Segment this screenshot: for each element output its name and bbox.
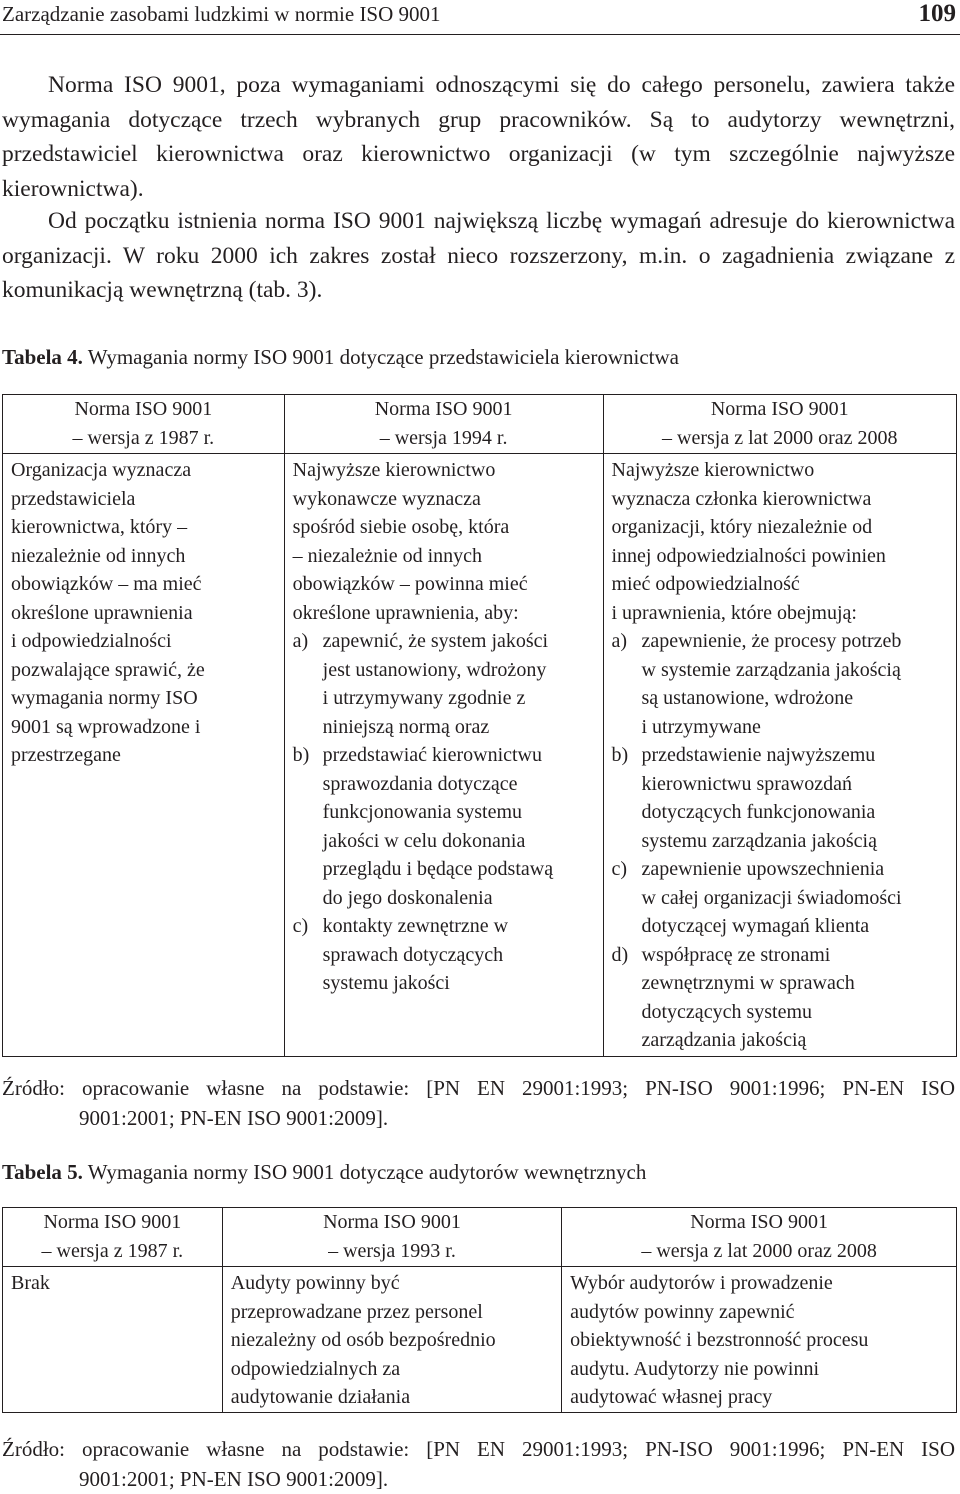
cell-line: Brak	[11, 1272, 50, 1294]
cell-line: – niezależnie od innych	[292, 544, 483, 567]
cell-line: audytu. Audytorzy nie powinni	[570, 1357, 820, 1380]
cell-line: określone uprawnienia, aby:	[292, 601, 519, 624]
cell-line: zarządzania jakością	[641, 1029, 807, 1051]
page-number: 109	[918, 0, 956, 27]
header-line: – wersja z 1987 r.	[72, 426, 215, 449]
table4-caption-label: Tabela 4.	[2, 345, 83, 369]
cell-line: Audyty powinny być	[230, 1272, 400, 1294]
cell-line: pozwalające sprawić, że	[11, 658, 205, 681]
cell-line: funkcjonowania systemu	[322, 801, 523, 823]
cell-line: niezależny od osób bezpośrednio	[230, 1329, 496, 1351]
header-line: Norma ISO 9001	[323, 1211, 461, 1233]
cell-line: są ustanowione, wdrożone	[641, 687, 854, 709]
cell-line: organizacji, który niezależnie od	[611, 516, 873, 538]
cell-line: systemu jakości	[322, 972, 450, 994]
cell-line: Wybór audytorów i prowadzenie	[570, 1272, 833, 1294]
cell-line: niezależnie od innych	[11, 544, 186, 567]
cell-line: niniejszą normą oraz	[322, 715, 490, 738]
cell-line: jest ustanowiony, wdrożony	[322, 658, 547, 681]
cell-line: dotyczącej wymagań klienta	[641, 915, 870, 937]
cell-line: wymagania normy ISO	[11, 687, 198, 709]
table5-caption-text: Wymagania normy ISO 9001 dotyczące audytorów wewnętrznych	[82, 1160, 647, 1184]
cell-line: współpracę ze stronami	[641, 943, 831, 966]
table-header-row	[3, 1208, 957, 1267]
cell-line: innej odpowiedzialności powinien	[611, 544, 886, 567]
list-item	[293, 627, 597, 741]
cell-line: sprawozdania dotyczące	[322, 772, 518, 795]
cell-line: zapewnienie, że procesy potrzeb	[641, 630, 902, 652]
table5-header-1993	[222, 1208, 561, 1267]
cell-line: zapewnić, że system jakości	[322, 630, 549, 652]
source-line: Źródło: opracowanie własne na podstawie: [PN EN 29001:1993; PN-ISO 9001:1996; PN-EN ISO	[2, 1437, 955, 1461]
cell-line: Najwyższe kierownictwo	[611, 459, 815, 481]
header-line: – wersja z 1987 r.	[41, 1239, 184, 1262]
cell-line: i utrzymywane	[641, 715, 761, 738]
cell-line: obowiązków – ma mieć	[11, 573, 202, 595]
list-item-text	[323, 912, 597, 998]
paragraph-management: Od początku istnienia norma ISO 9001 największą liczbę wymagań adresuje do kierownictwa organizacji. W roku 2000 ich zakres został nieco rozszerzony, m.in. o zagadnienia związane z komunikacją wewnętrzną (tab. 3).	[2, 208, 955, 303]
table5-source-note	[2, 1434, 955, 1494]
table4-header-1994	[284, 395, 603, 454]
cell-line: jakości w celu dokonania	[322, 829, 526, 852]
list-item-text	[642, 741, 951, 855]
list-marker: c)	[292, 915, 309, 937]
list-item-text	[642, 855, 951, 941]
cell-line: sprawach dotyczących	[322, 943, 504, 966]
list-item	[612, 627, 951, 741]
paragraph-intro: Norma ISO 9001, poza wymaganiami odnoszącymi się do całego personelu, zawiera także wymagania dotyczące trzech wybranych grup pracowników. Są to audytorzy wewnętrzni, przedstawiciel kierownictwa oraz kierownictwo organizacji (w tym szczególnie najwyższe kierownictwa).	[2, 72, 955, 202]
header-line: – wersja z lat 2000 oraz 2008	[662, 426, 898, 449]
cell-line: przeprowadzane przez personel	[230, 1300, 483, 1323]
list-marker: c)	[611, 858, 628, 880]
table4-cell-1994	[284, 454, 603, 1057]
list-item-text	[642, 941, 951, 1055]
table-row	[3, 1267, 957, 1413]
header-line: Norma ISO 9001	[710, 398, 849, 420]
running-title: Zarządzanie zasobami ludzkimi w normie ISO 9001	[2, 2, 441, 26]
cell-line: w całej organizacji świadomości	[641, 886, 902, 909]
source-line: Źródło: opracowanie własne na podstawie: [PN EN 29001:1993; PN-ISO 9001:1996; PN-EN ISO	[2, 1076, 955, 1100]
source-line: 9001:2001; PN-EN ISO 9001:2009].	[79, 1467, 389, 1491]
cell-line: przedstawienie najwyższemu	[641, 744, 876, 766]
list-item	[293, 741, 597, 912]
cell-line: audytować własnej pracy	[570, 1386, 773, 1408]
page-header	[0, 0, 960, 35]
cell-line: przeglądu i będące podstawą	[322, 858, 554, 880]
cell-line: Organizacja wyznacza	[11, 459, 192, 481]
cell-line: zapewnienie upowszechnienia	[641, 858, 885, 880]
table-management-representative	[2, 394, 957, 1057]
cell-line: odpowiedzialnych za	[230, 1357, 401, 1380]
table-internal-auditors	[2, 1207, 957, 1413]
table5-header-2000-2008	[562, 1208, 957, 1267]
cell-line: kontakty zewnętrzne w	[322, 915, 509, 937]
table-row	[3, 454, 957, 1057]
cell-line: określone uprawnienia	[11, 601, 193, 624]
table4-caption	[2, 345, 679, 370]
header-line: – wersja 1993 r.	[328, 1239, 456, 1262]
list-marker: b)	[611, 744, 629, 766]
list-item	[612, 941, 951, 1055]
cell-line: i odpowiedzialności	[11, 630, 172, 652]
cell-line: systemu zarządzania jakością	[641, 829, 877, 852]
cell-line: audytów powinny zapewnić	[570, 1300, 795, 1323]
list-item-text	[323, 627, 597, 741]
list-item	[612, 855, 951, 941]
table5-cell-1993	[222, 1267, 561, 1413]
table5-header-1987	[3, 1208, 223, 1267]
cell-line: i utrzymywany zgodnie z	[322, 687, 526, 709]
cell-line: obowiązków – powinna mieć	[292, 573, 528, 595]
table5-caption-label: Tabela 5.	[2, 1160, 83, 1184]
cell-line: dotyczących funkcjonowania	[641, 801, 876, 823]
list-marker: a)	[611, 630, 628, 652]
cell-line: wyznacza członka kierownictwa	[611, 487, 872, 510]
header-line: – wersja z lat 2000 oraz 2008	[641, 1239, 877, 1262]
cell-line: kierownictwu sprawozdań	[641, 772, 852, 795]
table5-cell-1987	[3, 1267, 223, 1413]
cell-line: przestrzegane	[11, 744, 121, 766]
table4-cell-2000-2008	[603, 454, 957, 1057]
list-item-text	[323, 741, 597, 912]
cell-line: wykonawcze wyznacza	[292, 487, 481, 510]
list-item	[293, 912, 597, 998]
table5-cell-2000-2008	[562, 1267, 957, 1413]
cell-line: obiektywność i bezstronność procesu	[570, 1329, 869, 1351]
table4-cell-1987	[3, 454, 285, 1057]
table5-caption	[2, 1160, 646, 1185]
cell-line: i uprawnienia, które obejmują:	[611, 601, 857, 624]
cell-line: mieć odpowiedzialność	[611, 573, 800, 595]
table4-header-2000-2008	[603, 395, 957, 454]
table4-source-note	[2, 1073, 955, 1133]
source-line: 9001:2001; PN-EN ISO 9001:2009].	[79, 1106, 389, 1130]
cell-line: Najwyższe kierownictwo	[292, 459, 496, 481]
list-marker: b)	[292, 744, 310, 766]
cell-line: 9001 są wprowadzone i	[11, 715, 201, 738]
cell-line: przedstawiciela	[11, 487, 136, 510]
list-item-text	[642, 627, 951, 741]
table-header-row	[3, 395, 957, 454]
cell-line: kierownictwa, który –	[11, 516, 188, 538]
cell-line: przedstawiać kierownictwu	[322, 744, 542, 766]
cell-line: audytowanie działania	[230, 1386, 411, 1408]
header-line: Norma ISO 9001	[43, 1211, 182, 1233]
list-marker: a)	[292, 630, 309, 652]
cell-line: dotyczących systemu	[641, 1000, 812, 1023]
list-marker: d)	[611, 943, 629, 966]
table4-caption-text: Wymagania normy ISO 9001 dotyczące przedstawiciela kierownictwa	[82, 345, 679, 369]
cell-line: zewnętrznymi w sprawach	[641, 972, 855, 994]
header-line: – wersja 1994 r.	[379, 426, 508, 449]
header-line: Norma ISO 9001	[74, 398, 213, 420]
list-item	[612, 741, 951, 855]
cell-line: do jego doskonalenia	[322, 886, 493, 909]
header-line: Norma ISO 9001	[374, 398, 513, 420]
cell-line: spośród siebie osobę, która	[292, 516, 510, 538]
header-line: Norma ISO 9001	[690, 1211, 828, 1233]
table4-header-1987	[3, 395, 285, 454]
cell-line: w systemie zarządzania jakością	[641, 658, 901, 681]
